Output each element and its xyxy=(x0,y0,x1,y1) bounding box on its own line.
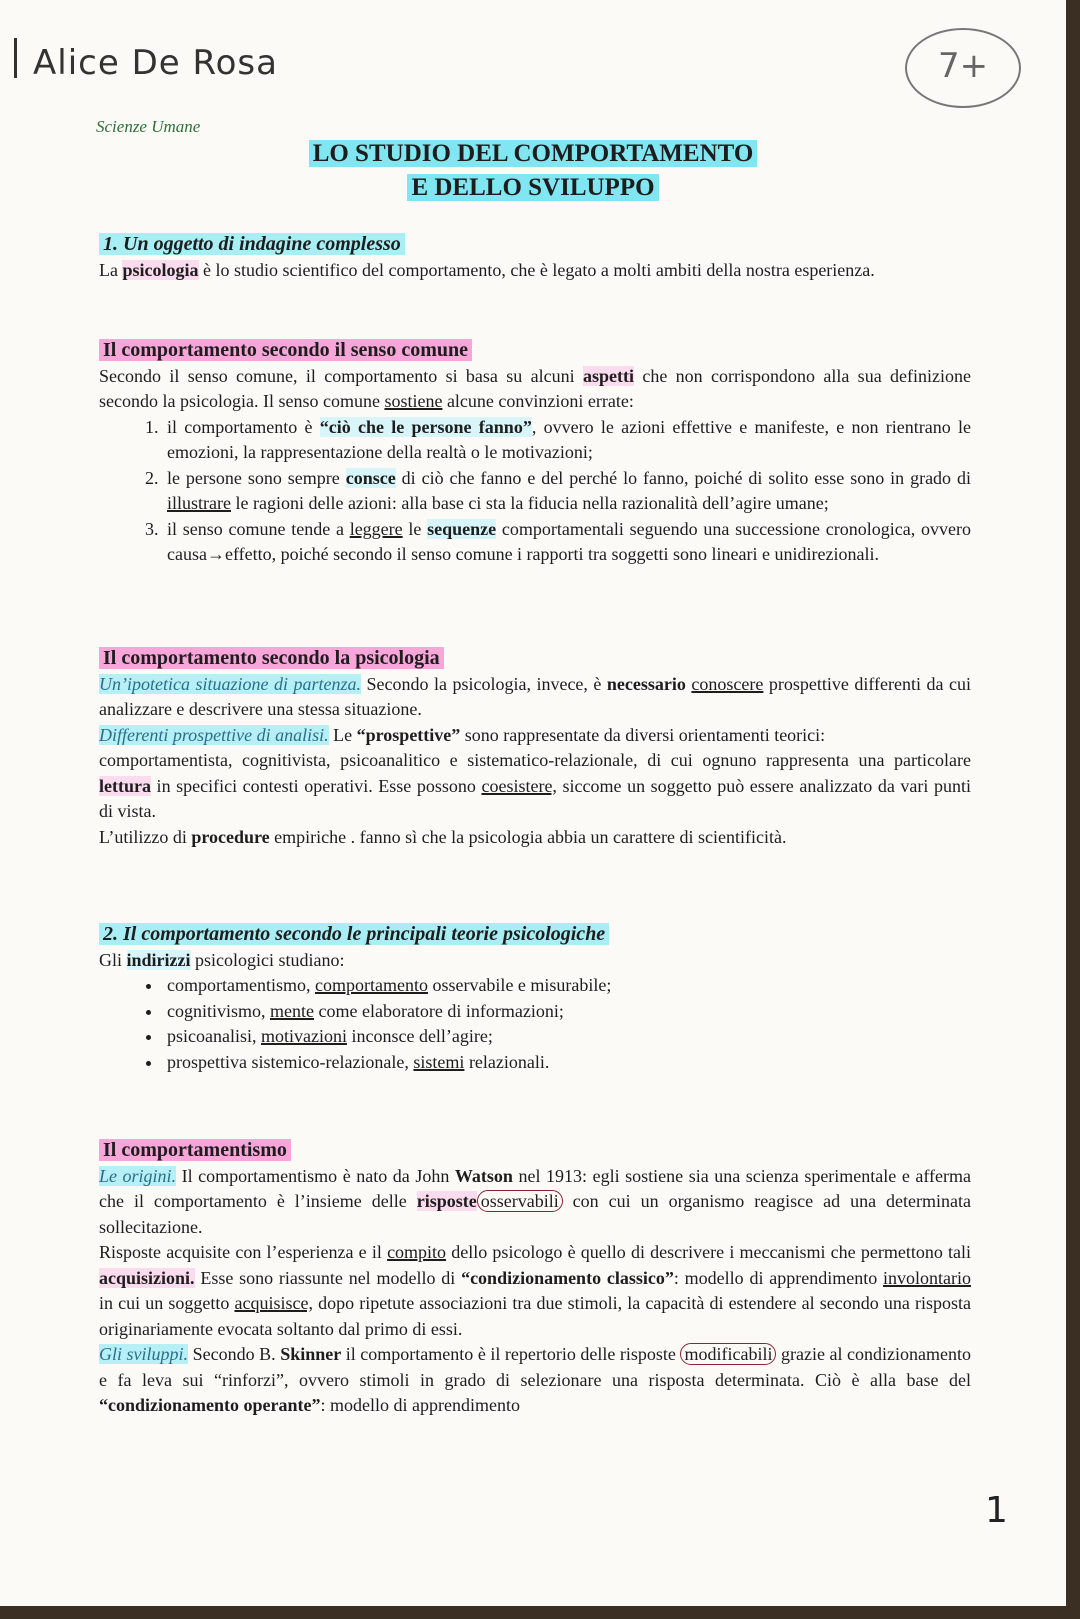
page-title-line2: E DELLO SVILUPPO xyxy=(0,174,1066,202)
list-item: 1. il comportamento è “ciò che le persone fanno”, ovvero le azioni effettive e manifeste, e non rientrano le emozioni, la rappresentazione della realtà o le motivazioni; xyxy=(163,415,971,466)
section-2 xyxy=(99,922,971,1075)
psicologia-heading: Il comportamento secondo la psicologia xyxy=(99,646,971,672)
page-number: 1 xyxy=(985,1490,1008,1531)
section-1-heading: 1. Un oggetto di indagine complesso xyxy=(99,232,971,258)
list-item: • psicoanalisi, motivazioni inconsce dell’agire; xyxy=(163,1024,971,1050)
origini-paragraph: Le origini. Il comportamentismo è nato da John Watson nel 1913: egli sostiene sia una scienza sperimentale e afferma che il comportamento è l’insieme delle risposte osservabili con cui un organismo reagisce ad una determinata sollecitazione. xyxy=(99,1165,972,1237)
list-item: • prospettiva sistemico-relazionale, sistemi relazionali. xyxy=(163,1050,971,1076)
psicologia-section xyxy=(99,646,971,850)
section-2-heading: 2. Il comportamento secondo le principali teorie psicologiche xyxy=(99,922,971,948)
psicologia-paragraph-3: comportamentista, cognitivista, psicoanalitico e sistematico-relazionale, di cui ognuno rappresenta una particolare lettura in specifici contesti operativi. Esse possono coesistere, siccome un soggetto può essere analizzato da vari punti di vista. xyxy=(99,750,971,821)
list-item: • cognitivismo, mente come elaboratore di informazioni; xyxy=(163,999,971,1025)
psicologia-paragraph-2: Differenti prospettive di analisi. Le “prospettive” sono rappresentate da diversi orientamenti teorici: xyxy=(99,724,826,745)
subject-label: Scienze Umane xyxy=(96,117,201,136)
comportamentismo-section xyxy=(99,1138,971,1419)
section-1-paragraph: La psicologia è lo studio scientifico del comportamento, che è legato a molti ambiti della nostra esperienza. xyxy=(99,259,875,280)
risposte-paragraph: Risposte acquisite con l’esperienza e il compito dello psicologo è quello di descrivere i meccanismi che permettono tali acquisizioni. Esse sono riassunte nel modello di “condizionamento classico”: modello di apprendimento involontario in cui un soggetto acquisisce, dopo ripetute associazioni tra due stimoli, la capacità di estendere al secondo una risposta originariamente evocata soltanto dal primo di essi. xyxy=(99,1242,971,1339)
section-2-intro: Gli indirizzi psicologici studiano: xyxy=(99,949,345,970)
section-1 xyxy=(99,232,971,283)
indirizzi-list xyxy=(99,973,971,1075)
senso-comune-heading: Il comportamento secondo il senso comune xyxy=(99,338,971,364)
psicologia-paragraph-4: L’utilizzo di procedure empiriche . fanno sì che la psicologia abbia un carattere di scientificità. xyxy=(99,826,787,847)
convinzioni-list xyxy=(99,415,971,568)
senso-comune-paragraph: Secondo il senso comune, il comportamento si basa su alcuni aspetti che non corrispondono alla sua definizione secondo la psicologia. Il senso comune sostiene alcune convinzioni errate: xyxy=(99,365,971,411)
list-item: 3. il senso comune tende a leggere le sequenze comportamentali seguendo una successione cronologica, ovvero causa→effetto, poiché secondo il senso comune i rapporti tra soggetti sono lineari e unidirezionali. xyxy=(163,517,971,568)
psicologia-paragraph-1: Un’ipotetica situazione di partenza. Secondo la psicologia, invece, è necessario conoscere prospettive differenti da cui analizzare e descrivere una stessa situazione. xyxy=(99,673,971,719)
list-item: • comportamentismo, comportamento osservabile e misurabile; xyxy=(163,973,971,999)
page-title-line1: LO STUDIO DEL COMPORTAMENTO xyxy=(0,140,1066,168)
comportamentismo-heading: Il comportamentismo xyxy=(99,1138,971,1164)
grade-circle: 7+ xyxy=(905,28,1021,108)
list-item: 2. le persone sono sempre consce di ciò che fanno e del perché lo fanno, poiché di solito esse sono in grado di illustrare le ragioni delle azioni: alla base ci sta la fiducia nella razionalità dell’agire umane; xyxy=(163,466,971,517)
senso-comune-section xyxy=(99,338,971,568)
author-name: Alice De Rosa xyxy=(14,38,278,83)
sviluppi-paragraph: Gli sviluppi. Secondo B. Skinner il comportamento è il repertorio delle risposte modificabili grazie al condizionamento e fa leva sui “rinforzi”, ovvero stimoli in grado di selezionare una risposta determinata. Ciò è alla base del “condizionamento operante”: modello di apprendimento xyxy=(99,1344,971,1415)
